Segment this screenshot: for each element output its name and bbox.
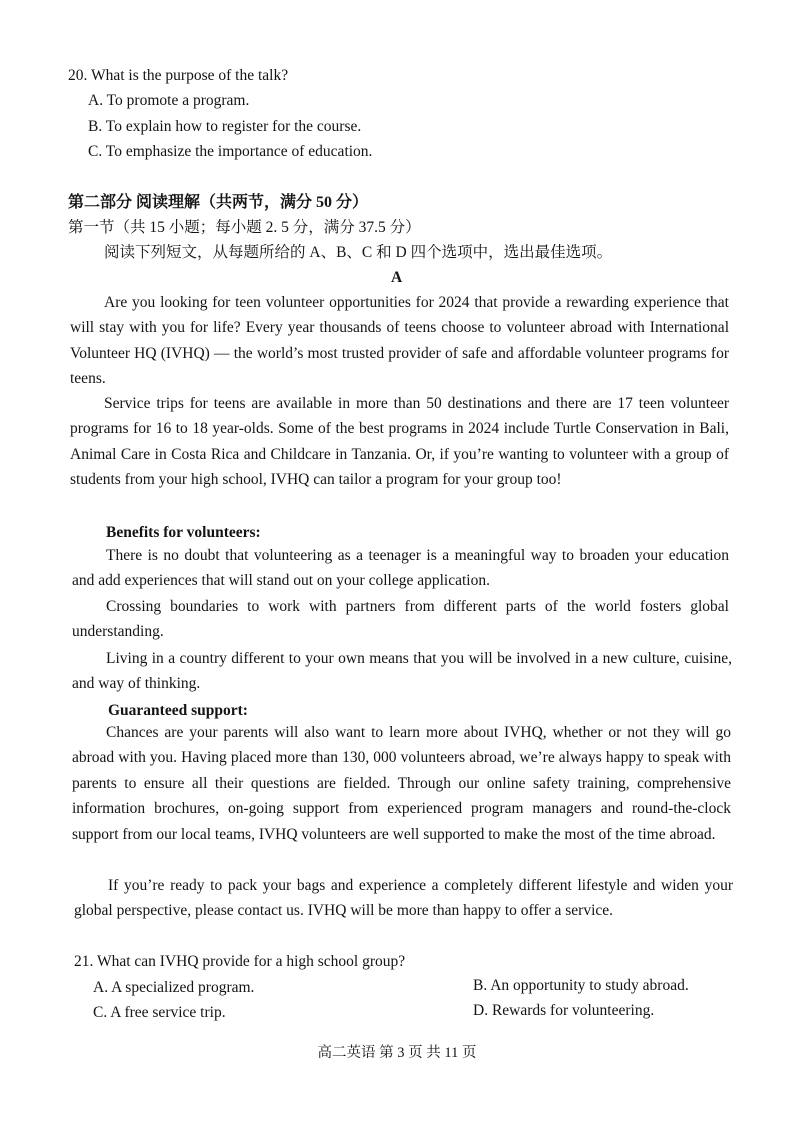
passage-paragraph-4: Crossing boundaries to work with partners from different parts of the world fosters global understanding. bbox=[72, 598, 729, 641]
question-20-option-b: B. To explain how to register for the course. bbox=[88, 118, 362, 135]
section-1-heading: 第一节（共 15 小题；每小题 2. 5 分，满分 37.5 分） bbox=[68, 219, 421, 236]
passage-paragraph-1: Are you looking for teen volunteer opportunities for 2024 that provide a rewarding experience that will stay with you for life? Every year thousands of teens choose to volunteer abroad with International Volunteer HQ (IVHQ) — the world’s most trusted provider of safe and affordable volunteer programs for teens. bbox=[70, 294, 729, 388]
passage-paragraph-7: If you’re ready to pack your bags and experience a completely different lifestyle and widen your global perspective, please contact us. IVHQ will be more than happy to offer a service. bbox=[74, 877, 733, 920]
reading-instruction: 阅读下列短文，从每题所给的 A、B、C 和 D 四个选项中，选出最佳选项。 bbox=[104, 244, 613, 261]
question-20-option-a: A. To promote a program. bbox=[88, 92, 250, 109]
passage-paragraph-3: There is no doubt that volunteering as a teenager is a meaningful way to broaden your education and add experiences that will stand out on your college application. bbox=[72, 547, 729, 590]
question-21-option-c: C. A free service trip. bbox=[93, 1004, 226, 1021]
passage-paragraph-2: Service trips for teens are available in more than 50 destinations and there are 17 teen volunteer programs for 16 to 18 year-olds. Some of the best programs in 2024 include Turtle Conservation in Bali, Animal Care in Costa Rica and Childcare in Tanzania. Or, if you’re wanting to volunteer with a group of students from your high school, IVHQ can tailor a program for your group too! bbox=[70, 395, 729, 489]
page-footer: 高二英语 第 3 页 共 11 页 bbox=[317, 1045, 477, 1061]
passage-paragraph-5: Living in a country different to your own means that you will be involved in a new culture, cuisine, and way of thinking. bbox=[72, 650, 732, 693]
benefits-heading: Benefits for volunteers: bbox=[106, 524, 261, 541]
passage-label: A bbox=[391, 269, 403, 286]
question-21-option-d: D. Rewards for volunteering. bbox=[473, 1002, 655, 1019]
question-20-option-c: C. To emphasize the importance of education. bbox=[88, 143, 373, 160]
question-20-stem: 20. What is the purpose of the talk? bbox=[68, 67, 289, 84]
passage-paragraph-6: Chances are your parents will also want to learn more about IVHQ, whether or not they will go abroad with you. Having placed more than 130, 000 volunteers abroad, we’re always happy to speak with parents to ensure all their questions are fielded. Through our online safety training, comprehensive information brochures, on-going support from experienced program managers and round-the-clock support from our local teams, IVHQ volunteers are well supported to make the most of the time abroad. bbox=[72, 724, 731, 843]
question-21-option-b: B. An opportunity to study abroad. bbox=[473, 977, 689, 994]
support-heading: Guaranteed support: bbox=[108, 702, 248, 719]
part-2-heading: 第二部分 阅读理解（共两节，满分 50 分） bbox=[68, 194, 369, 211]
question-21-stem: 21. What can IVHQ provide for a high school group? bbox=[74, 953, 406, 970]
question-21-option-a: A. A specialized program. bbox=[93, 979, 255, 996]
